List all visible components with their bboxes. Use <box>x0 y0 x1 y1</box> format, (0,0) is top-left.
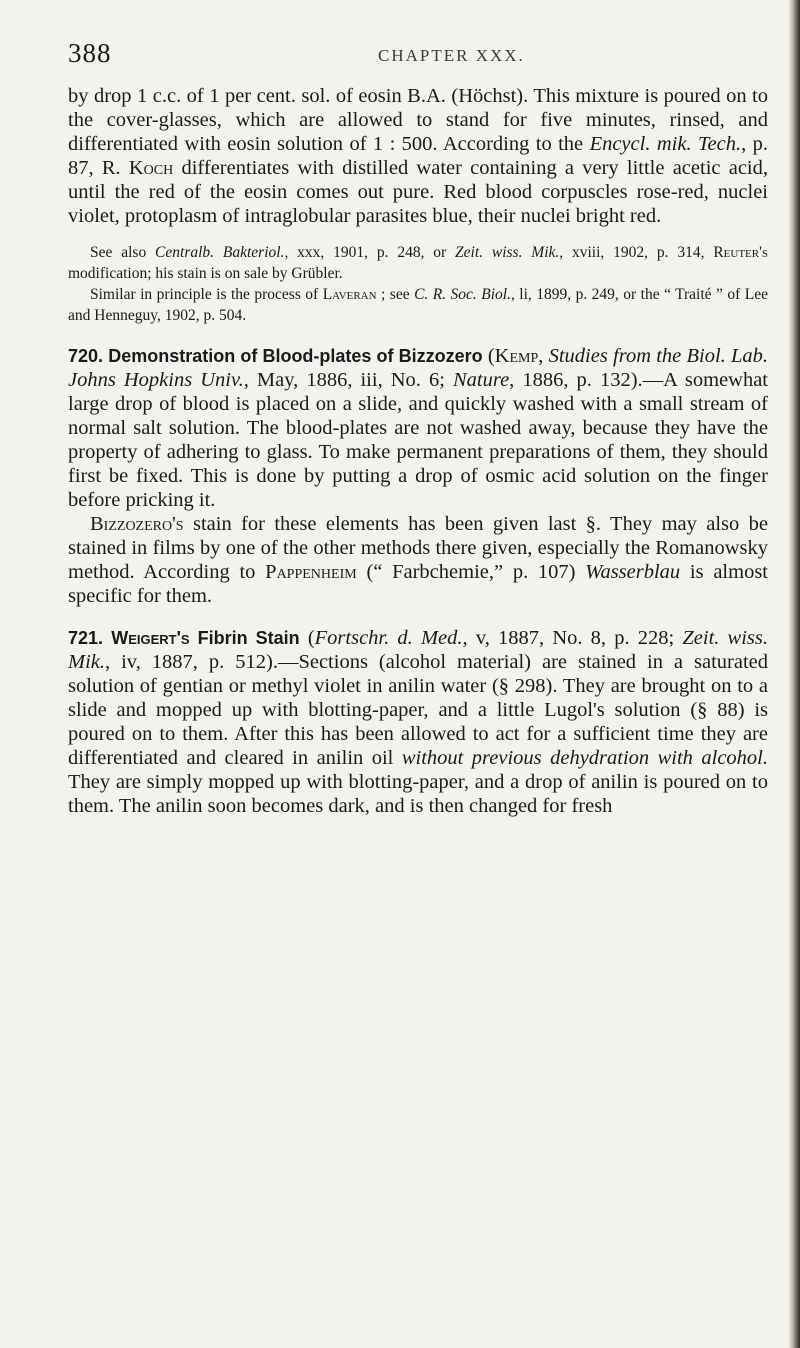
note-paragraph: See also Centralb. Bakteriol., xxx, 1901, p. 248, or Zeit. wiss. Mik., xviii, 1902, p. 314, Reuter's modification; his stain is on sale by Grübler. <box>68 244 768 282</box>
page-header <box>68 38 758 78</box>
intro-paragraph: by drop 1 c.c. of 1 per cent. sol. of eosin B.A. (Höchst). This mixture is poured on to the cover-glasses, which are allowed to stand for five minutes, rinsed, and differentiated with eosin solution of 1 : 500. According to the Encycl. mik. Tech., p. 87, R. Koch differentiates with distilled water containing a very little acetic acid, until the red of the eosin comes out pure. Red blood corpuscles rose-red, nuclei violet, protoplasm of intraglobular parasites blue, their nuclei bright red. <box>68 85 768 227</box>
section-number: 720. <box>68 346 104 366</box>
section-paragraph: 721. Weigert's Fibrin Stain (Fortschr. d. Med., v, 1887, No. 8, p. 228; Zeit. wiss. Mik., iv, 1887, p. 512).—Sections (alcohol material) are stained in a saturated solution of gentian or methyl violet in anilin water (§ 298). They are brought on to a slide and mopped up with blotting-paper, and a little Lugol's solution (§ 88) is poured on to them. After this has been allowed to act for a sufficient time they are differentiated and cleared in anilin oil without previous dehydration with alcohol. They are simply mopped up with blotting-paper, and a drop of anilin is poured on to them. The anilin soon becomes dark, and is then changed for fresh <box>68 627 769 817</box>
section-heading: Weigert's Fibrin Stain <box>111 628 300 648</box>
page-number: 388 <box>68 38 112 68</box>
page-edge-shadow <box>788 0 800 1348</box>
section-number: 721. <box>68 628 104 648</box>
note-paragraph: Similar in principle is the process of Laveran ; see C. R. Soc. Biol., li, 1899, p. 249, or the “ Traité ” of Lee and Henneguy, 1902, p. 504. <box>68 286 768 324</box>
section-paragraph: Bizzozero's stain for these elements has been given last §. They may also be stained in films by one of the other methods there given, especially the Romanowsky method. According to Pappenheim (“ Farbchemie,” p. 107) Wasserblau is almost specific for them. <box>68 513 768 607</box>
section-heading: Demonstration of Blood-plates of Bizzozero <box>108 346 483 366</box>
running-head: CHAPTER XXX. <box>378 46 525 65</box>
section-paragraph: 720. Demonstration of Blood-plates of Bizzozero (Kemp, Studies from the Biol. Lab. Johns Hopkins Univ., May, 1886, iii, No. 6; Nature, 1886, p. 132).—A somewhat large drop of blood is placed on a slide, and quickly washed with a small stream of normal salt solution. The blood-plates are not washed away, because they have the property of adhering to glass. To make permanent preparations of them, they should first be fixed. This is done by putting a drop of osmic acid solution on the finger before pricking it. <box>68 345 769 511</box>
section-721 <box>68 626 768 818</box>
section-720 <box>68 344 768 608</box>
body-text <box>68 84 768 818</box>
